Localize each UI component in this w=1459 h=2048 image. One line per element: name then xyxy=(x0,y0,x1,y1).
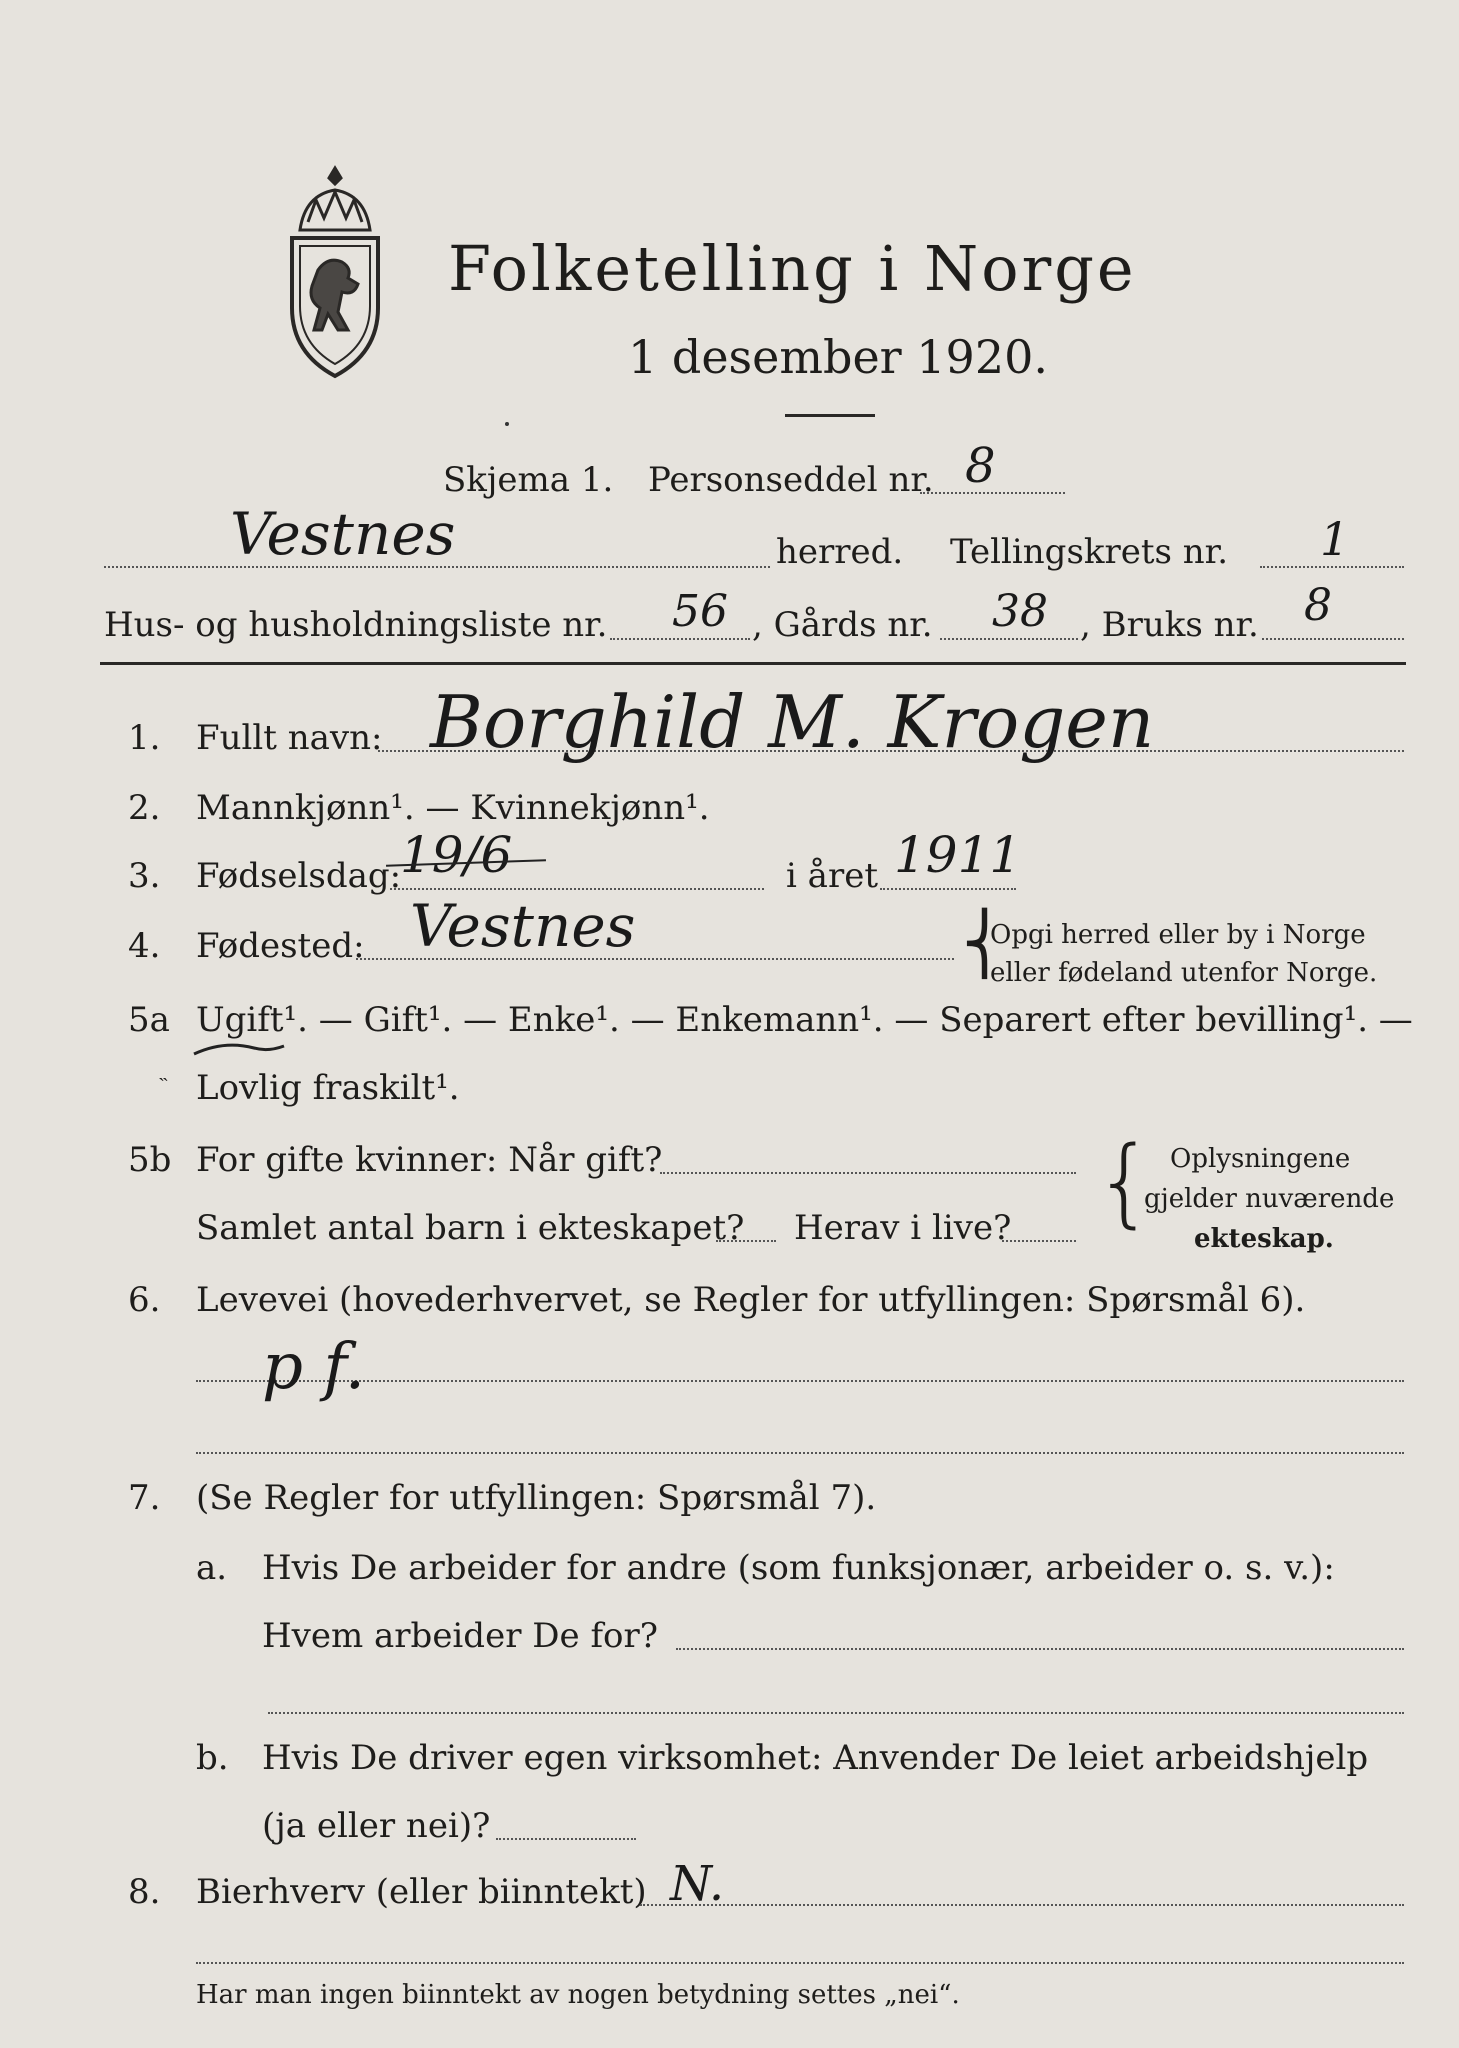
q4-bracket: ⎨ xyxy=(962,909,1007,979)
q7b-line-2: (ja eller nei)? xyxy=(262,1806,491,1846)
q3-line xyxy=(390,888,764,890)
q5b-number: 5b xyxy=(128,1140,172,1180)
q7b-letter: b. xyxy=(196,1738,229,1778)
q8-number: 8. xyxy=(128,1872,161,1912)
q7a-line-2: Hvem arbeider De for? xyxy=(262,1616,658,1656)
q4-number: 4. xyxy=(128,926,161,966)
q1-label: Fullt navn: xyxy=(196,718,383,758)
q5a-line-1: Ugift¹. — Gift¹. — Enke¹. — Enkemann¹. — Separert efter bevilling¹. — xyxy=(196,1000,1413,1040)
tellingskrets-value: 1 xyxy=(1320,512,1350,566)
q6-label: Levevei (hovederhvervet, se Regler for utfyllingen: Spørsmål 6). xyxy=(196,1280,1306,1320)
q7a-line-1: Hvis De arbeider for andre (som funksjonær, arbeider o. s. v.): xyxy=(262,1548,1335,1588)
q5b-note-2: gjelder nuværende xyxy=(1144,1184,1395,1214)
tellingskrets-line xyxy=(1260,566,1404,568)
personseddel-label: Personseddel nr. xyxy=(648,460,934,500)
bruks-value: 8 xyxy=(1304,580,1332,631)
ugift-underline-mark xyxy=(190,1038,290,1062)
q7a-line-extra xyxy=(268,1712,1404,1714)
q7-label: (Se Regler for utfyllingen: Spørsmål 7). xyxy=(196,1478,877,1518)
form-title: Folketelling i Norge xyxy=(448,232,1137,305)
gards-line xyxy=(940,638,1078,640)
bruks-label: , Bruks nr. xyxy=(1080,605,1259,645)
q6-number: 6. xyxy=(128,1280,161,1320)
personseddel-value: 8 xyxy=(965,438,996,494)
header-rule xyxy=(100,662,1406,665)
q2-number: 2. xyxy=(128,788,161,828)
herred-value: Vestnes xyxy=(230,500,456,568)
gards-value: 38 xyxy=(992,586,1048,637)
q3-label: Fødselsdag: xyxy=(196,856,402,896)
q3-value: 19/6 xyxy=(400,826,513,884)
q7b-line xyxy=(496,1838,636,1840)
hus-value: 56 xyxy=(672,586,728,637)
ink-dot xyxy=(505,422,509,426)
q5b-line-1: For gifte kvinner: Når gift? xyxy=(196,1140,663,1180)
q4-note-2: eller fødeland utenfor Norge. xyxy=(990,958,1378,988)
q4-note-1: Opgi herred eller by i Norge xyxy=(990,920,1366,950)
q8-line-2 xyxy=(196,1962,1404,1964)
q1-number: 1. xyxy=(128,718,161,758)
q5a-number: 5a xyxy=(128,1000,170,1040)
q5b-living-line xyxy=(1002,1240,1076,1242)
hus-label: Hus- og husholdningsliste nr. xyxy=(104,605,608,645)
q3-year-value: 1911 xyxy=(894,826,1022,884)
q5b-children-line xyxy=(716,1240,776,1242)
footer-note: Har man ingen biinntekt av nogen betydning settes „nei“. xyxy=(196,1980,960,2010)
gards-label: , Gårds nr. xyxy=(752,605,933,645)
q3-year-line xyxy=(880,888,1016,890)
title-divider xyxy=(785,414,875,417)
q5b-married-line xyxy=(660,1172,1076,1174)
q4-label: Fødested: xyxy=(196,926,365,966)
q5b-line-2b: Herav i live? xyxy=(794,1208,1012,1248)
q1-value: Borghild M. Krogen xyxy=(430,680,1155,764)
q3-number: 3. xyxy=(128,856,161,896)
tellingskrets-label: Tellingskrets nr. xyxy=(950,532,1229,572)
q7a-line xyxy=(676,1648,1404,1650)
q4-value: Vestnes xyxy=(410,892,636,960)
q3-year-label: i året xyxy=(786,856,878,896)
herred-label: herred. xyxy=(776,532,904,572)
q6-line-2 xyxy=(196,1452,1404,1454)
q8-line xyxy=(640,1904,1404,1906)
bruks-line xyxy=(1262,638,1404,640)
skjema-label: Skjema 1. xyxy=(443,460,614,500)
norwegian-coat-of-arms-icon xyxy=(270,160,400,380)
q5b-line-2a: Samlet antal barn i ekteskapet? xyxy=(196,1208,745,1248)
tick-mark: ˵ xyxy=(160,1064,167,1088)
q8-value: N. xyxy=(670,1856,725,1912)
census-date: 1 desember 1920. xyxy=(628,330,1048,384)
q5a-line-2: Lovlig fraskilt¹. xyxy=(196,1068,460,1108)
q8-label: Bierhverv (eller biinntekt) xyxy=(196,1872,647,1912)
q5b-note-1: Oplysningene xyxy=(1170,1144,1351,1174)
q2-label: Mannkjønn¹. — Kvinnekjønn¹. xyxy=(196,788,710,828)
q5b-note-3: ekteskap. xyxy=(1194,1224,1334,1254)
q5b-bracket: { xyxy=(1094,1126,1156,1238)
q7-number: 7. xyxy=(128,1478,161,1518)
q7b-line-1: Hvis De driver egen virksomhet: Anvender De leiet arbeidshjelp xyxy=(262,1738,1369,1778)
q7a-letter: a. xyxy=(196,1548,228,1588)
hus-line xyxy=(610,638,750,640)
q6-value: p f. xyxy=(262,1330,366,1404)
q6-line-1 xyxy=(196,1380,1404,1382)
